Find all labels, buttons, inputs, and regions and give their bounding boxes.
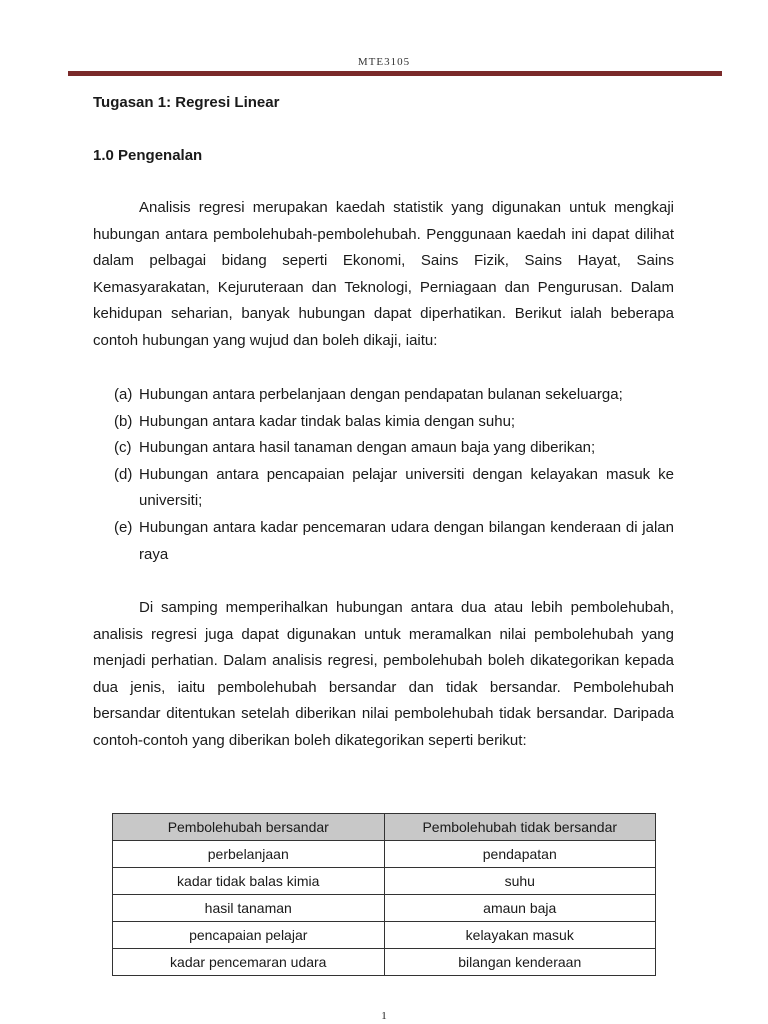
list-item-text: Hubungan antara perbelanjaan dengan pendapatan bulanan sekeluarga;: [139, 386, 623, 403]
table-cell: kadar tidak balas kimia: [113, 868, 385, 895]
header-divider: [68, 71, 722, 76]
table-cell: hasil tanaman: [113, 895, 385, 922]
list-marker: (e): [114, 518, 133, 536]
document-title: Tugasan 1: Regresi Linear: [93, 94, 280, 111]
list-item: [114, 515, 674, 568]
intro-paragraph: Analisis regresi merupakan kaedah statistik yang digunakan untuk mengkaji hubungan antara pembolehubah-pembolehubah. Penggunaan kaedah ini dapat dilihat dalam pelbagai bidang seperti Ekonomi, Sains Fizik, Sains Hayat, Sains Kemasyarakatan, Kejuruteraan dan Teknologi, Perniagaan dan Pengurusan. Dalam kehidupan seharian, banyak hubungan dapat diperhatikan. Berikut ialah beberapa contoh hubungan yang wujud dan boleh dikaji, iaitu:: [93, 199, 674, 349]
list-item-text: Hubungan antara kadar pencemaran udara dengan bilangan kenderaan di jalan raya: [139, 518, 674, 563]
list-item-text: Hubungan antara hasil tanaman dengan amaun baja yang diberikan;: [139, 439, 596, 457]
table-row: [113, 868, 656, 895]
list-item: [114, 382, 674, 409]
list-marker: (c): [114, 439, 132, 457]
section-heading: 1.0 Pengenalan: [93, 147, 203, 164]
list-marker: (b): [114, 412, 133, 430]
table-row: [113, 949, 656, 976]
table-cell: bilangan kenderaan: [384, 949, 656, 976]
table-cell: perbelanjaan: [113, 841, 385, 868]
page-number: 1: [381, 1010, 387, 1022]
variables-table: [112, 813, 656, 976]
table-row: [113, 895, 656, 922]
table-cell: amaun baja: [384, 895, 656, 922]
table-row: [113, 841, 656, 868]
table-cell: suhu: [384, 868, 656, 895]
list-marker: (a): [114, 386, 133, 403]
table-cell: pencapaian pelajar: [113, 922, 385, 949]
dependent-variable-header: Pembolehubah bersandar: [113, 814, 385, 841]
list-item: [114, 435, 674, 462]
table-row: [113, 922, 656, 949]
list-item-text: Hubungan antara pencapaian pelajar universiti dengan kelayakan masuk ke universiti;: [139, 465, 674, 510]
list-item-text: Hubungan antara kadar tindak balas kimia dengan suhu;: [139, 412, 516, 430]
list-item: [114, 409, 674, 436]
table-cell: pendapatan: [384, 841, 656, 868]
table-cell: kelayakan masuk: [384, 922, 656, 949]
table-header-row: [113, 814, 656, 841]
table-cell: kadar pencemaran udara: [113, 949, 385, 976]
independent-variable-header: Pembolehubah tidak bersandar: [384, 814, 656, 841]
body-paragraph: Di samping memperihalkan hubungan antara dua atau lebih pembolehubah, analisis regresi juga dapat digunakan untuk meramalkan nilai pembolehubah yang menjadi perhatian. Dalam analisis regresi, pembolehubah boleh dikategorikan kepada dua jenis, iaitu pembolehubah bersandar dan tidak bersandar. Pembolehubah bersandar ditentukan setelah diberikan nilai pembolehubah tidak bersandar. Daripada contoh-contoh yang diberikan boleh dikategorikan seperti berikut:: [93, 599, 674, 749]
examples-list: [114, 382, 674, 568]
course-code-header: MTE3105: [357, 56, 411, 68]
list-marker: (d): [114, 465, 133, 483]
list-item: [114, 462, 674, 515]
